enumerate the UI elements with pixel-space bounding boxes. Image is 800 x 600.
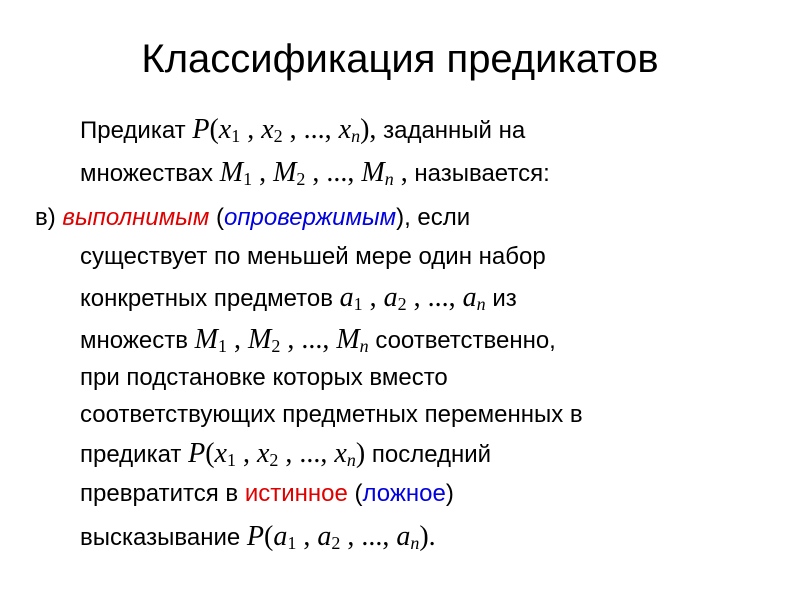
open-bracket: (	[215, 204, 224, 231]
term-false: ложное	[362, 480, 446, 507]
term-refutable: опровержимым	[223, 204, 397, 231]
item-line-3	[80, 281, 517, 316]
text-sets-2: множеств	[80, 327, 188, 354]
item-line-9	[80, 520, 436, 555]
formula-predicate: $P(x_1$ , $x_2$ , ..., $x_n$),	[192, 114, 377, 146]
item-marker: в)	[35, 204, 56, 231]
item-line-4	[80, 323, 556, 358]
text-last: последний	[371, 441, 492, 468]
text-if: если	[417, 204, 471, 231]
slide-title: Классификация предикатов	[141, 37, 659, 81]
formula-predicate-2: $P(x_1$ , $x_2$ , ..., $x_n$)	[188, 438, 366, 470]
close-bracket-2: )	[445, 480, 454, 507]
intro-line-1	[80, 113, 525, 148]
text-respectively: соответственно,	[375, 327, 556, 354]
text-predicate: Предикат	[80, 117, 186, 144]
text-turns-into: превратится в	[80, 480, 239, 507]
text-called: называется:	[414, 160, 550, 187]
formula-statement: $P(a_1$ , $a_2$ , ..., $a_n$).	[246, 521, 436, 553]
close-bracket: ),	[396, 204, 411, 231]
intro-line-2	[80, 156, 550, 191]
text-sets: множествах	[80, 160, 214, 187]
text-from: из	[492, 285, 517, 312]
item-line-5: при подстановке которых вместо	[80, 364, 448, 391]
formula-objects: $a_1$ , $a_2$ , ..., $a_n$	[339, 282, 486, 314]
formula-sets-2: $M_1$ , $M_2$ , ..., $M_n$	[194, 324, 369, 356]
item-line-8	[80, 477, 454, 511]
formula-sets: $M_1$ , $M_2$ , ..., $M_n$ ,	[219, 157, 408, 189]
text-statement: высказывание	[80, 524, 241, 551]
term-true: истинное	[244, 480, 348, 507]
text-predicate-2: предикат	[80, 441, 182, 468]
item-line-2: существует по меньшей мере один набор	[80, 243, 546, 270]
text-concrete-objects: конкретных предметов	[80, 285, 333, 312]
item-line-6: соответствующих предметных переменных в	[80, 401, 583, 428]
item-line-7	[80, 437, 491, 472]
item-line-1	[35, 201, 470, 235]
open-bracket-2: (	[354, 480, 363, 507]
term-satisfiable: выполнимым	[62, 204, 210, 231]
text-given: заданный на	[383, 117, 526, 144]
